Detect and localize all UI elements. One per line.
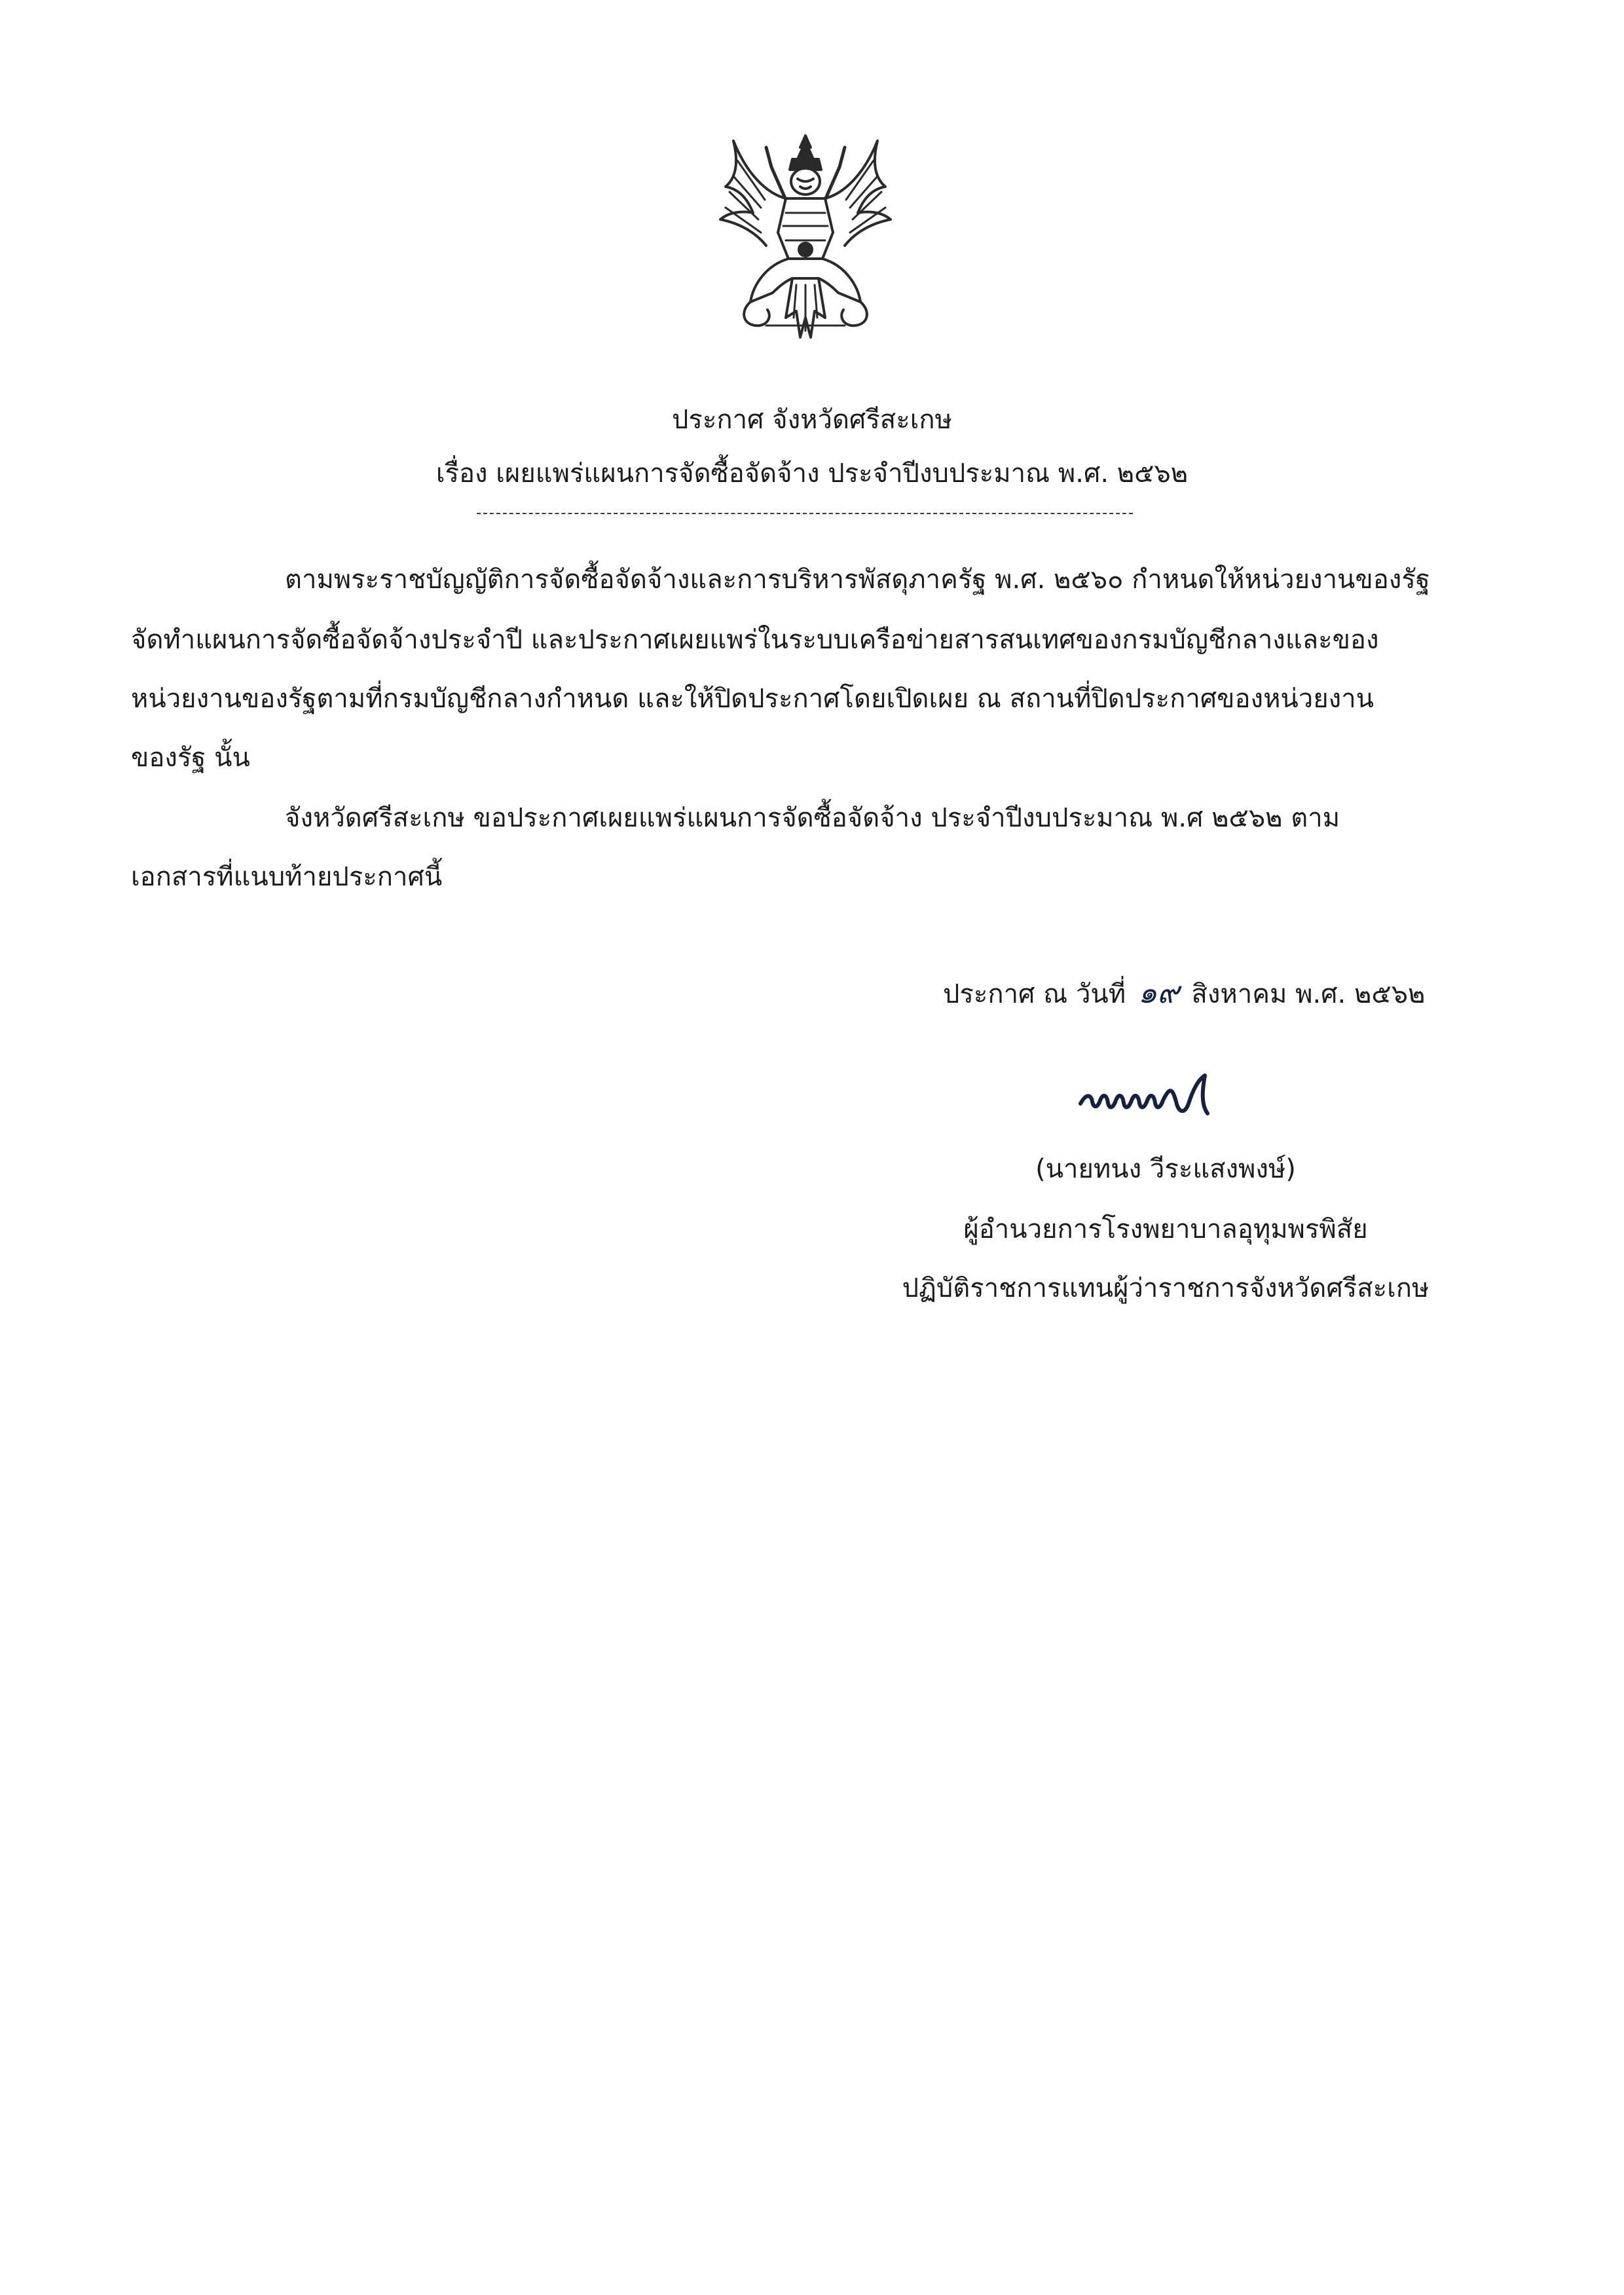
signatory-position: ผู้อำนวยการโรงพยาบาลอุทุมพรพิสัย [963,1214,1368,1244]
body-paragraph-line: ตามพระราชบัญญัติการจัดซื้อจัดจ้างและการบริหารพัสดุภาครัฐ พ.ศ. ๒๕๖๐ กำหนดให้หน่วยงานของรัฐ [285,565,1430,595]
body-paragraph-line: เอกสารที่แนบท้ายประกาศนี้ [131,862,443,892]
date-suffix: สิงหาคม พ.ศ. ๒๕๖๒ [1191,979,1426,1009]
body-paragraph-line: ของรัฐ นั้น [131,743,250,773]
body-paragraph-line: จังหวัดศรีสะเกษ ขอประกาศเผยแพร่แผนการจัดซื้อจัดจ้าง ประจำปีงบประมาณ พ.ศ ๒๕๖๒ ตาม [285,803,1340,833]
date-prefix: ประกาศ ณ วันที่ [943,979,1126,1009]
announcement-date [943,974,1425,1013]
signature-image [1074,1068,1225,1127]
body-paragraph-line: จัดทำแผนการจัดซื้อจัดจ้างประจำปี และประกาศเผยแพร่ในระบบเครือข่ายสารสนเทศของกรมบัญชีกลางและของ [131,625,1379,655]
body-paragraph-line: หน่วยงานของรัฐตามที่กรมบัญชีกลางกำหนด และให้ปิดประกาศโดยเปิดเผย ณ สถานที่ปิดประกาศของหน่วยงาน [131,684,1375,714]
signatory-acting-for: ปฏิบัติราชการแทนผู้ว่าราชการจังหวัดศรีสะเกษ [902,1273,1430,1303]
garuda-emblem-icon [688,121,923,357]
handwritten-day: ๑๙ [1137,975,1179,1010]
announcement-subject: เรื่อง เผยแพร่แผนการจัดซื้อจัดจ้าง ประจำปีงบประมาณ พ.ศ. ๒๕๖๒ [435,458,1189,489]
announcement-title: ประกาศ จังหวัดศรีสะเกษ [672,405,952,435]
signatory-name: (นายทนง วีระแสงพงษ์) [1035,1154,1296,1184]
divider [477,513,1133,514]
